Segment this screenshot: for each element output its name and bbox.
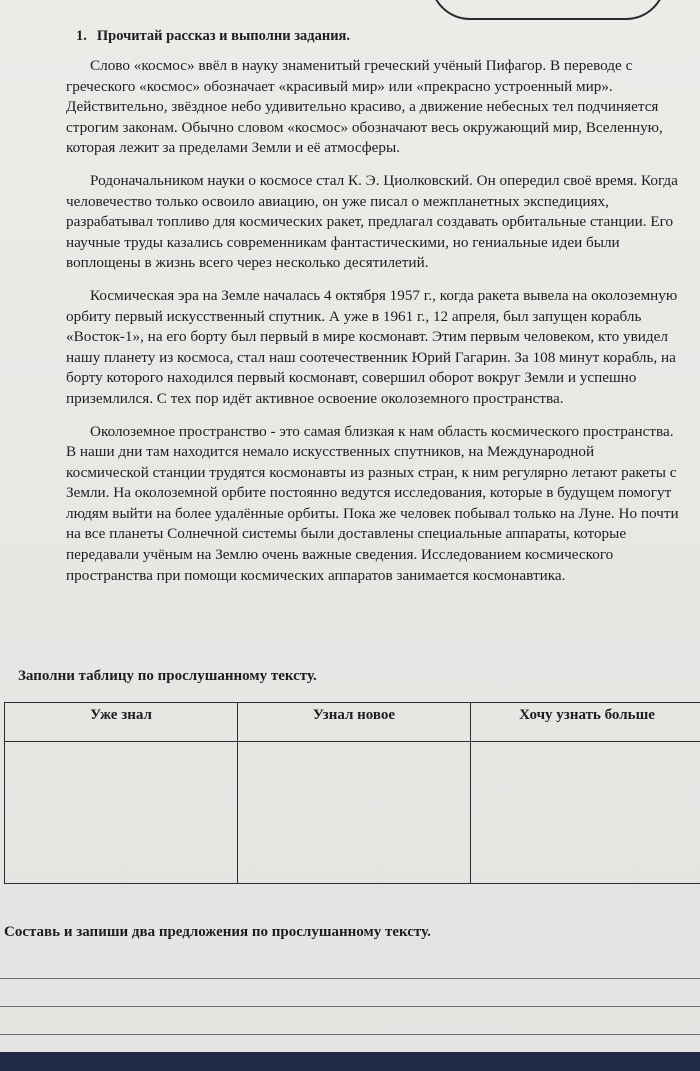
task-title-text: Прочитай рассказ и выполни задания. (96, 28, 351, 44)
writing-line-3[interactable] (0, 1034, 700, 1035)
task-title (76, 28, 350, 45)
story-text (66, 56, 680, 598)
answer-cell-want-to-know[interactable] (471, 742, 700, 884)
writing-line-1[interactable] (0, 978, 700, 979)
story-paragraph-4: Околоземное пространство - это самая близкая к нам область космического пространства. В наши дни там находится немало искусственных спутников, на Международной космической станции трудятся космонавты из разных стран, к ним регулярно летают ракеты с Земли. На околоземной орбите постоянно ведутся исследования, которые в будущем помогут людям выйти на более удалённые орбиты. Пока же человек побывал только на Луне. Но почти на все планеты Солнечной системы были доставлены специальные аппараты, которые передавали учёным на Землю очень важные сведения. Исследованием космического пространства при помощи космических аппаратов занимается космонавтика. (66, 422, 679, 584)
kwl-answer-row (5, 742, 700, 884)
column-want-to-know: Хочу узнать больше (471, 703, 700, 742)
writing-line-2[interactable] (0, 1006, 700, 1007)
story-paragraph-1: Слово «космос» ввёл в науку знаменитый греческий учёный Пифагор. В переводе с греческого «космос» обозначает «красивый мир» или «прекрасно устроенный мир». Действительно, звёздное небо удивительно красиво, а движение небесных тел подчиняется строгим законам. Обычно словом «космос» обозначают весь окружающий мир, Вселенную, которая лежит за пределами Земли и её атмосферы. (66, 57, 663, 157)
top-corner-frame (430, 0, 666, 20)
story-paragraph-2: Родоначальником науки о космосе стал К. Э. Циолковский. Он опередил своё время. Когда человечество только освоило авиацию, он уже писал о межпланетных экспедициях, разрабатывал топливо для космических ракет, предлагал создавать орбитальные станции. Его научные труды казались современникам фантастическими, но гениальные идеи были воплощены в жизнь всего через несколько десятилетий. (66, 171, 678, 272)
answer-cell-already-knew[interactable] (5, 742, 238, 884)
compose-task-heading: Составь и запиши два предложения по прослушанному тексту. (4, 924, 431, 940)
task-number: 1. (76, 28, 87, 44)
column-learned-new: Узнал новое (238, 703, 471, 742)
table-task-heading: Заполни таблицу по прослушанному тексту. (18, 668, 317, 684)
answer-cell-learned-new[interactable] (238, 742, 471, 884)
column-already-knew: Уже знал (5, 703, 238, 742)
kwl-table (4, 702, 700, 884)
kwl-header-row (5, 703, 700, 742)
story-paragraph-3: Космическая эра на Земле началась 4 октября 1957 г., когда ракета вывела на околоземную орбиту первый искусственный спутник. А уже в 1961 г., 12 апреля, был запущен корабль «Восток-1», на его борту был первый в мире космонавт. Этим первым человеком, кто увидел нашу планету из космоса, стал наш соотечественник Юрий Гагарин. За 108 минут корабль, на борту которого находился первый космонавт, совершил оборот вокруг Земли и успешно приземлился. С тех пор идёт активное освоение околоземного пространства. (66, 286, 678, 407)
page-bottom-edge (0, 1052, 700, 1071)
